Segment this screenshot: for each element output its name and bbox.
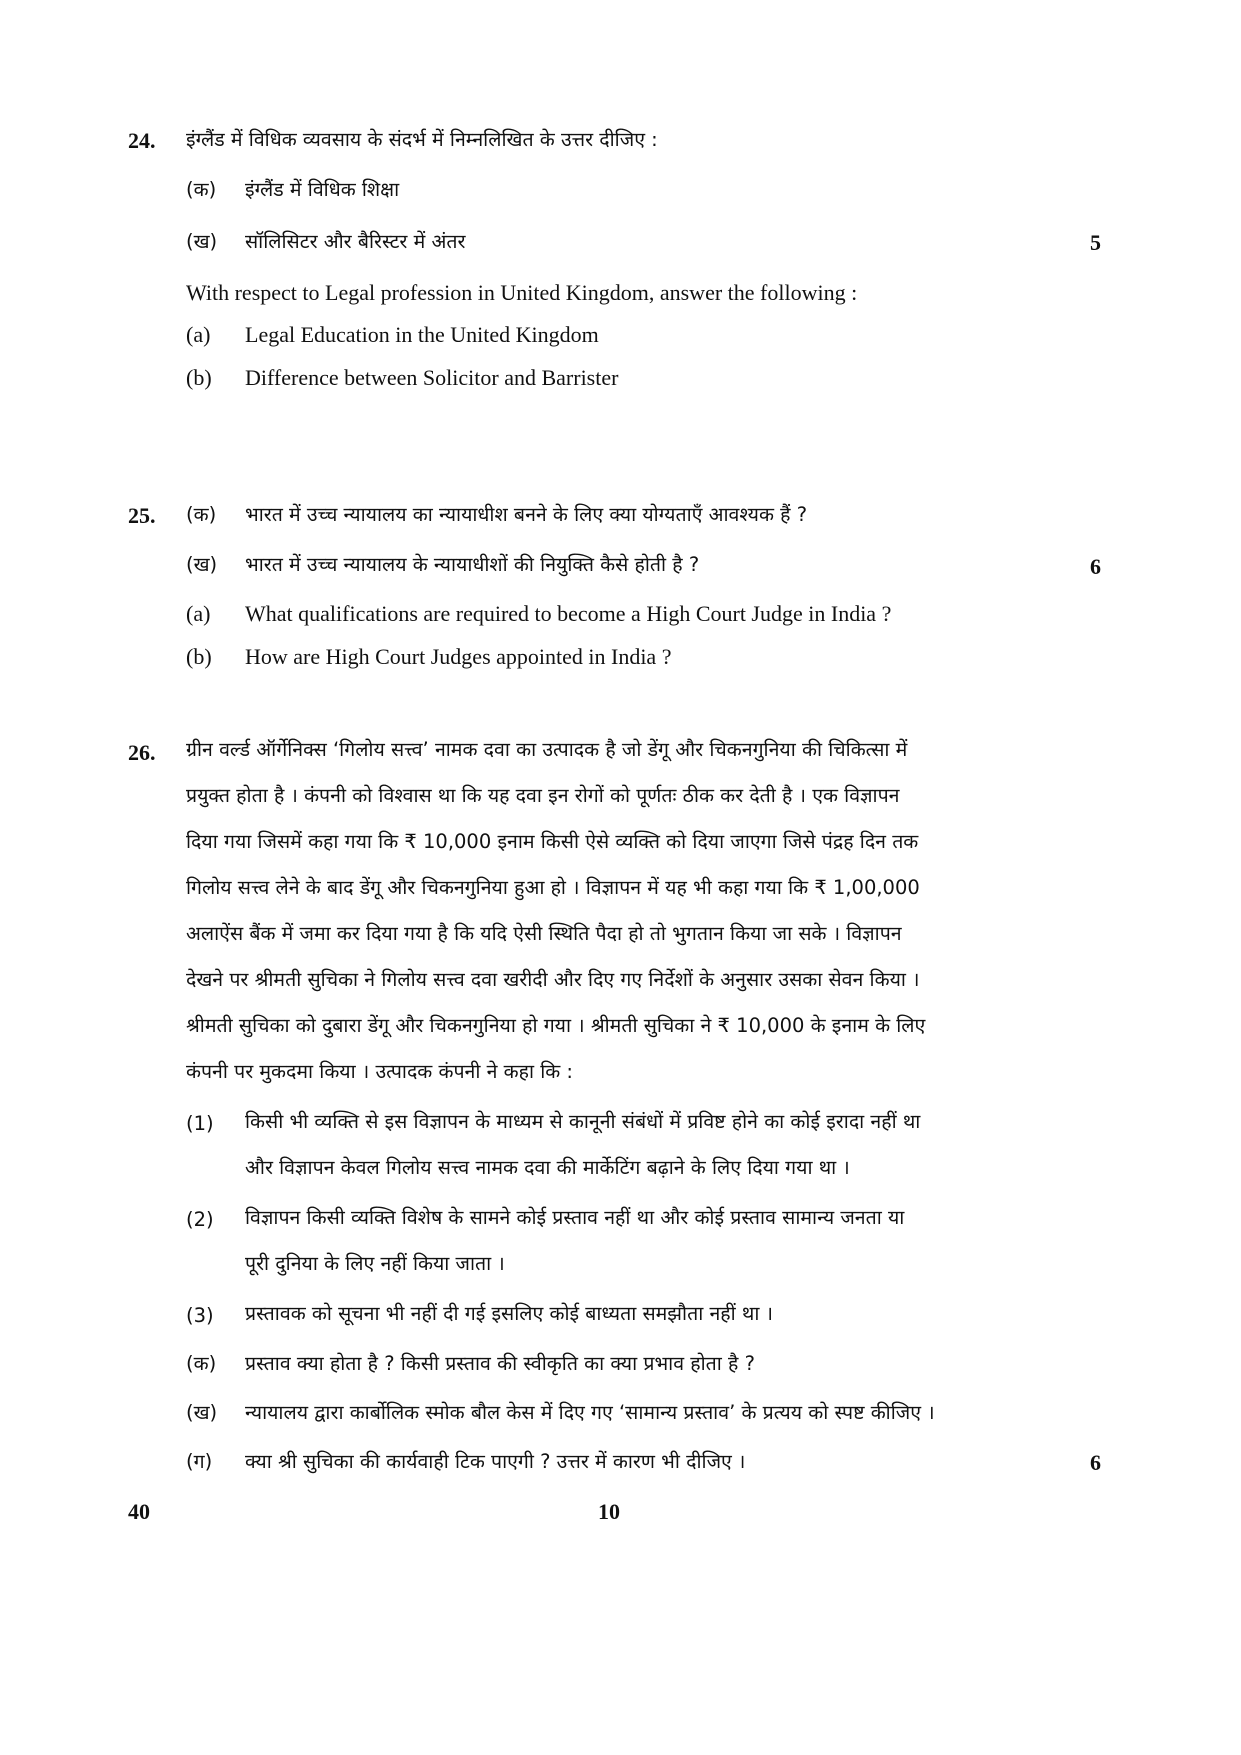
q26-question-label-1: (क) xyxy=(186,1352,217,1375)
page-number: 10 xyxy=(598,1499,620,1524)
q26-paragraph-line-8: कंपनी पर मुकदमा किया । उत्पादक कंपनी ने कहा कि : xyxy=(186,1060,573,1083)
q26-point-1-line-1: किसी भी व्यक्ति से इस विज्ञापन के माध्यम से कानूनी संबंधों में प्रविष्ट होने का कोई इरादा नहीं था xyxy=(245,1110,921,1133)
q26-point-2-line-1: विज्ञापन किसी व्यक्ति विशेष के सामने कोई प्रस्ताव नहीं था और कोई प्रस्ताव सामान्य जनता या xyxy=(245,1206,905,1229)
q24-part-text-hi-1: इंग्लैंड में विधिक शिक्षा xyxy=(245,178,400,201)
q26-point-label-3: (3) xyxy=(186,1304,214,1327)
q24-marks: 5 xyxy=(1090,230,1101,255)
question-number-26: 26. xyxy=(128,740,156,765)
q25-marks: 6 xyxy=(1090,554,1101,579)
q26-point-3-line-1: प्रस्तावक को सूचना भी नहीं दी गई इसलिए कोई बाध्यता समझौता नहीं था । xyxy=(245,1302,773,1325)
q26-point-label-2: (2) xyxy=(186,1208,214,1231)
q26-paragraph-line-4: गिलोय सत्त्व लेने के बाद डेंगू और चिकनगुनिया हुआ हो । विज्ञापन में यह भी कहा गया कि ₹ 1,00,000 xyxy=(186,876,920,899)
question-number-25: 25. xyxy=(128,503,156,528)
q25-part-label-en-1: (a) xyxy=(186,601,211,626)
q24-part-label-hi-1: (क) xyxy=(186,178,217,201)
q25-part-text-en-2: How are High Court Judges appointed in India ? xyxy=(245,644,672,669)
q26-paragraph-line-3: दिया गया जिसमें कहा गया कि ₹ 10,000 इनाम किसी ऐसे व्यक्ति को दिया जाएगा जिसे पंद्रह दिन तक xyxy=(186,830,919,853)
q25-part-label-en-2: (b) xyxy=(186,644,212,669)
question-number-24: 24. xyxy=(128,128,156,153)
q26-marks: 6 xyxy=(1090,1450,1101,1475)
q26-question-text-3: क्या श्री सुचिका की कार्यवाही टिक पाएगी ? उत्तर में कारण भी दीजिए । xyxy=(245,1450,746,1473)
q24-part-label-en-2: (b) xyxy=(186,365,212,390)
paper-code: 40 xyxy=(128,1499,150,1524)
q25-part-text-hi-2: भारत में उच्च न्यायालय के न्यायाधीशों की नियुक्ति कैसे होती है ? xyxy=(245,553,700,576)
q26-point-label-1: (1) xyxy=(186,1112,214,1135)
q26-question-label-3: (ग) xyxy=(186,1450,213,1473)
q24-part-text-en-1: Legal Education in the United Kingdom xyxy=(245,322,599,347)
question-24-stem-hindi: इंग्लैंड में विधिक व्यवसाय के संदर्भ में निम्नलिखित के उत्तर दीजिए : xyxy=(186,128,658,151)
q24-part-label-hi-2: (ख) xyxy=(186,230,218,253)
q25-part-text-en-1: What qualifications are required to become a High Court Judge in India ? xyxy=(245,601,892,626)
q26-question-text-2: न्यायालय द्वारा कार्बोलिक स्मोक बौल केस में दिए गए ‘सामान्य प्रस्ताव’ के प्रत्यय को स्पष्ट कीजिए । xyxy=(245,1401,935,1424)
q26-paragraph-line-5: अलाऐंस बैंक में जमा कर दिया गया है कि यदि ऐसी स्थिति पैदा हो तो भुगतान किया जा सके । विज्ञापन xyxy=(186,922,902,945)
q24-part-text-en-2: Difference between Solicitor and Barrister xyxy=(245,365,619,390)
q26-question-label-2: (ख) xyxy=(186,1401,218,1424)
q26-point-1-line-2: और विज्ञापन केवल गिलोय सत्त्व नामक दवा की मार्केटिंग बढ़ाने के लिए दिया गया था । xyxy=(245,1156,850,1179)
q26-paragraph-line-2: प्रयुक्त होता है । कंपनी को विश्वास था कि यह दवा इन रोगों को पूर्णतः ठीक कर देती है । एक विज्ञापन xyxy=(186,784,900,807)
q26-point-2-line-2: पूरी दुनिया के लिए नहीं किया जाता । xyxy=(245,1252,505,1275)
q24-part-label-en-1: (a) xyxy=(186,322,211,347)
q24-part-text-hi-2: सॉलिसिटर और बैरिस्टर में अंतर xyxy=(245,230,466,253)
q26-paragraph-line-7: श्रीमती सुचिका को दुबारा डेंगू और चिकनगुनिया हो गया । श्रीमती सुचिका ने ₹ 10,000 के इनाम के लिए xyxy=(186,1014,926,1037)
q25-part-label-hi-2: (ख) xyxy=(186,553,218,576)
q26-paragraph-line-1: ग्रीन वर्ल्ड ऑर्गेनिक्स ‘गिलोय सत्त्व’ नामक दवा का उत्पादक है जो डेंगू और चिकनगुनिया की चिकित्सा में xyxy=(186,738,908,761)
question-24-stem-english: With respect to Legal profession in United Kingdom, answer the following : xyxy=(186,280,858,305)
q26-paragraph-line-6: देखने पर श्रीमती सुचिका ने गिलोय सत्त्व दवा खरीदी और दिए गए निर्देशों के अनुसार उसका सेवन किया । xyxy=(186,968,920,991)
q25-part-label-hi-1: (क) xyxy=(186,503,217,526)
q25-part-text-hi-1: भारत में उच्च न्यायालय का न्यायाधीश बनने के लिए क्या योग्यताएँ आवश्यक हैं ? xyxy=(245,503,808,526)
q26-question-text-1: प्रस्ताव क्या होता है ? किसी प्रस्ताव की स्वीकृति का क्या प्रभाव होता है ? xyxy=(245,1352,755,1375)
